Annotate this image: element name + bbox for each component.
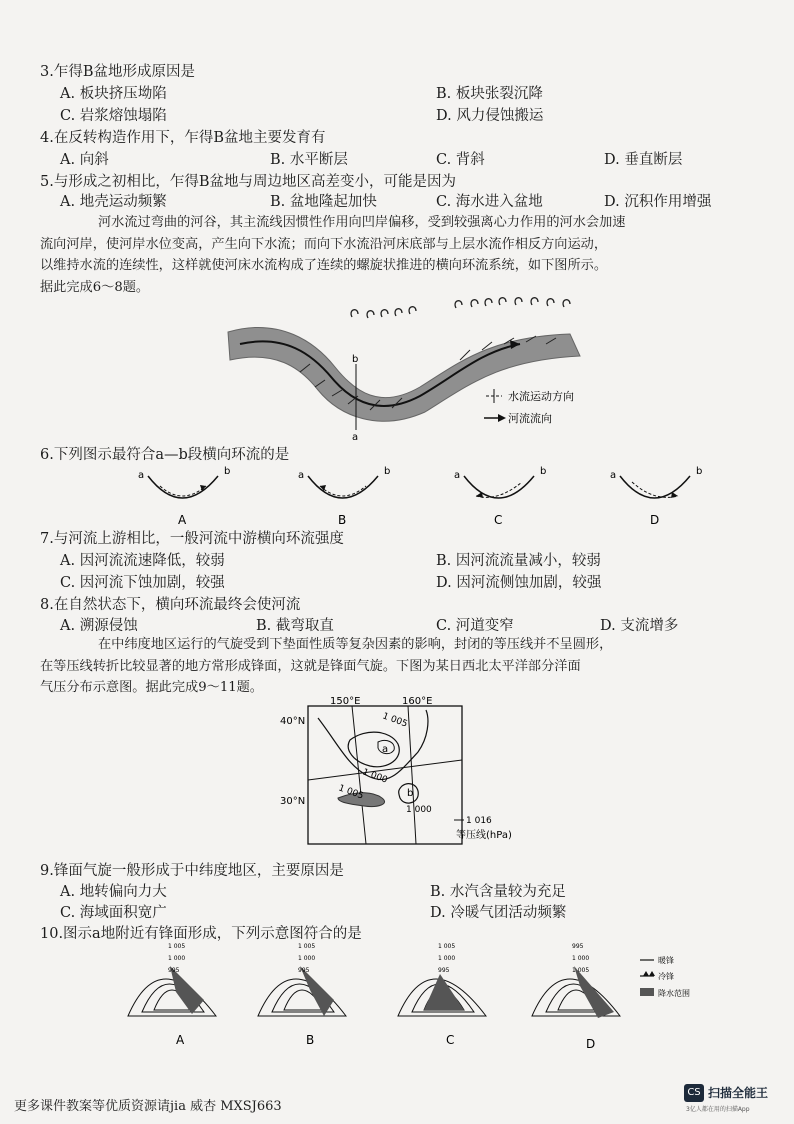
lon-150e: 150°E [330, 696, 361, 707]
q6-label-b: B [338, 513, 347, 527]
q10-label-b: B [306, 1033, 315, 1047]
q3-option-c: C. 岩浆熔蚀塌陷 [60, 108, 167, 124]
q7-option-a: A. 因河流流速降低，较弱 [60, 553, 225, 569]
svg-text:995: 995 [298, 967, 310, 974]
lat-40n: 40°N [280, 716, 306, 727]
q8-stem: 8.在自然状态下，横向环流最终会使河流 [40, 597, 301, 613]
q7-option-b: B. 因河流流量减小，较弱 [436, 553, 601, 569]
svg-text:b: b [696, 466, 703, 477]
q10-stem: 10.图示a地附近有锋面形成，下列示意图符合的是 [40, 926, 362, 942]
q6-option-d-diagram [610, 466, 702, 527]
q6-label-c: C [494, 513, 503, 527]
svg-text:a: a [454, 470, 461, 481]
q10-label-a: A [176, 1033, 185, 1047]
q5-option-b: B. 盆地隆起加快 [270, 194, 377, 210]
passage-river-line: 河水流过弯曲的河谷，其主流线因惯性作用向凹岸偏移，受到较强离心力作用的河水会加速 [98, 215, 626, 230]
brand-name: 扫描全能王 [708, 1086, 769, 1100]
svg-text:b: b [540, 466, 547, 477]
q5-option-d: D. 沉积作用增强 [604, 194, 712, 210]
brand-subtitle: 3亿人都在用的扫描App [686, 1106, 750, 1113]
q4-option-d: D. 垂直断层 [604, 152, 683, 168]
lat-30n: 30°N [280, 796, 306, 807]
q9-stem: 9.锋面气旋一般形成于中纬度地区，主要原因是 [40, 863, 344, 879]
legend-cold-front: 冷锋 [658, 972, 674, 981]
legend-1016: 1 016 [466, 816, 492, 826]
svg-text:1 005: 1 005 [168, 943, 186, 950]
scanner-brand [684, 1082, 788, 1118]
q3-option-d: D. 风力侵蚀搬运 [436, 108, 544, 124]
iso-label-1005-top: 1 005 [380, 711, 409, 730]
river-bend-figure [220, 292, 600, 442]
q10-option-a-diagram [128, 943, 216, 1047]
isobar-1000-a [348, 732, 399, 767]
point-b: b [407, 788, 414, 799]
footer-text: 更多课件教案等优质资源请jia 威杏 MXSJ663 [14, 1099, 282, 1114]
svg-text:995: 995 [572, 943, 584, 950]
label-a: a [352, 432, 359, 443]
q4-option-a: A. 向斜 [60, 152, 109, 168]
q8-option-c: C. 河道变窄 [436, 618, 514, 634]
svg-text:a: a [610, 470, 617, 481]
river-legend [484, 389, 574, 425]
iso-label-1005-left: 1 005 [336, 783, 365, 802]
q6-label-d: D [650, 513, 660, 527]
svg-text:1 005: 1 005 [572, 967, 590, 974]
q10-option-b-diagram [258, 943, 346, 1047]
passage-cyclone-line: 气压分布示意图。据此完成9～11题。 [40, 680, 263, 695]
iso-label-1000-b: 1 000 [406, 805, 432, 815]
q6-stem: 6.下列图示最符合a—b段横向环流的是 [40, 447, 290, 463]
passage-river-line: 据此完成6～8题。 [40, 279, 150, 295]
q7-stem: 7.与河流上游相比，一般河流中游横向环流强度 [40, 531, 344, 547]
svg-text:995: 995 [168, 967, 180, 974]
svg-text:1 000: 1 000 [438, 955, 456, 962]
svg-text:1 005: 1 005 [298, 943, 316, 950]
svg-text:b: b [224, 466, 231, 477]
legend-rain-area: 降水范围 [658, 989, 690, 998]
svg-text:a: a [138, 470, 145, 481]
passage-river [40, 212, 760, 298]
svg-text:b: b [384, 466, 391, 477]
q10-option-d-diagram [532, 943, 620, 1051]
passage-cyclone-line: 在等压线转折比较显著的地方常形成锋面，这就是锋面气旋。下图为某日西北太平洋部分洋面 [40, 658, 581, 674]
legend-isobar-label: 等压线(hPa) [456, 830, 512, 841]
legend-flow-direction: 水流运动方向 [508, 390, 574, 403]
brand-logo-icon: CS [684, 1084, 704, 1102]
q9-option-a: A. 地转偏向力大 [60, 884, 167, 900]
legend-warm-front: 暖锋 [658, 956, 674, 965]
q3-stem: 3.乍得B盆地形成原因是 [40, 64, 195, 80]
q4-stem: 4.在反转构造作用下，乍得B盆地主要发育有 [40, 130, 326, 146]
svg-text:1 005: 1 005 [438, 943, 456, 950]
q10-label-c: C [446, 1033, 455, 1047]
legend-river-direction: 河流流向 [508, 412, 552, 425]
iso-label-1000-a: 1 000 [360, 767, 389, 786]
q7-option-d: D. 因河流侧蚀加剧，较强 [436, 575, 602, 591]
svg-text:1 000: 1 000 [572, 955, 590, 962]
q6-options-figure [130, 462, 703, 530]
passage-cyclone [40, 634, 760, 699]
q6-option-a-diagram [138, 466, 230, 527]
spiral-symbols [351, 298, 570, 318]
label-b: b [352, 354, 359, 365]
lon-160e: 160°E [402, 696, 433, 707]
q10-label-d: D [586, 1037, 596, 1051]
q5-stem: 5.与形成之初相比，乍得B盆地与周边地区高差变小，可能是因为 [40, 174, 456, 190]
q9-option-d: D. 冷暖气团活动频繁 [430, 905, 567, 921]
svg-text:a: a [298, 470, 305, 481]
q10-options-figure [120, 940, 700, 1052]
svg-text:1 000: 1 000 [298, 955, 316, 962]
q10-legend [640, 955, 690, 998]
q5-option-a: A. 地壳运动频繁 [60, 194, 167, 210]
q5-option-c: C. 海水进入盆地 [436, 194, 543, 210]
passage-river-line: 以维持水流的连续性，这样就使河床水流构成了连续的螺旋状推进的横向环流系统，如下图所示。 [40, 258, 608, 273]
q4-option-c: C. 背斜 [436, 152, 485, 168]
q8-option-d: D. 支流增多 [600, 618, 679, 634]
svg-text:995: 995 [438, 967, 450, 974]
passage-cyclone-line: 在中纬度地区运行的气旋受到下垫面性质等复杂因素的影响，封闭的等压线并不呈圆形， [98, 637, 613, 652]
point-a: a [382, 744, 389, 755]
q3-option-a: A. 板块挤压坳陷 [60, 86, 167, 102]
q7-option-c: C. 因河流下蚀加剧，较强 [60, 575, 225, 591]
q6-option-c-diagram [454, 466, 546, 527]
q8-option-a: A. 溯源侵蚀 [60, 618, 138, 634]
pressure-map [278, 694, 512, 854]
meridian-160 [408, 706, 416, 844]
q10-option-c-diagram [398, 943, 486, 1047]
svg-text:1 000: 1 000 [168, 955, 186, 962]
q9-option-c: C. 海域面积宽广 [60, 905, 167, 921]
q4-option-b: B. 水平断层 [270, 152, 348, 168]
passage-river-line: 流向河岸，使河岸水位变高，产生向下水流；而向下水流沿河床底部与上层水流作相反方向运动， [40, 236, 608, 252]
q6-option-b-diagram [298, 466, 390, 527]
q6-label-a: A [178, 513, 187, 527]
q9-option-b: B. 水汽含量较为充足 [430, 884, 566, 900]
q8-option-b: B. 截弯取直 [256, 618, 334, 634]
q3-option-b: B. 板块张裂沉降 [436, 86, 543, 102]
